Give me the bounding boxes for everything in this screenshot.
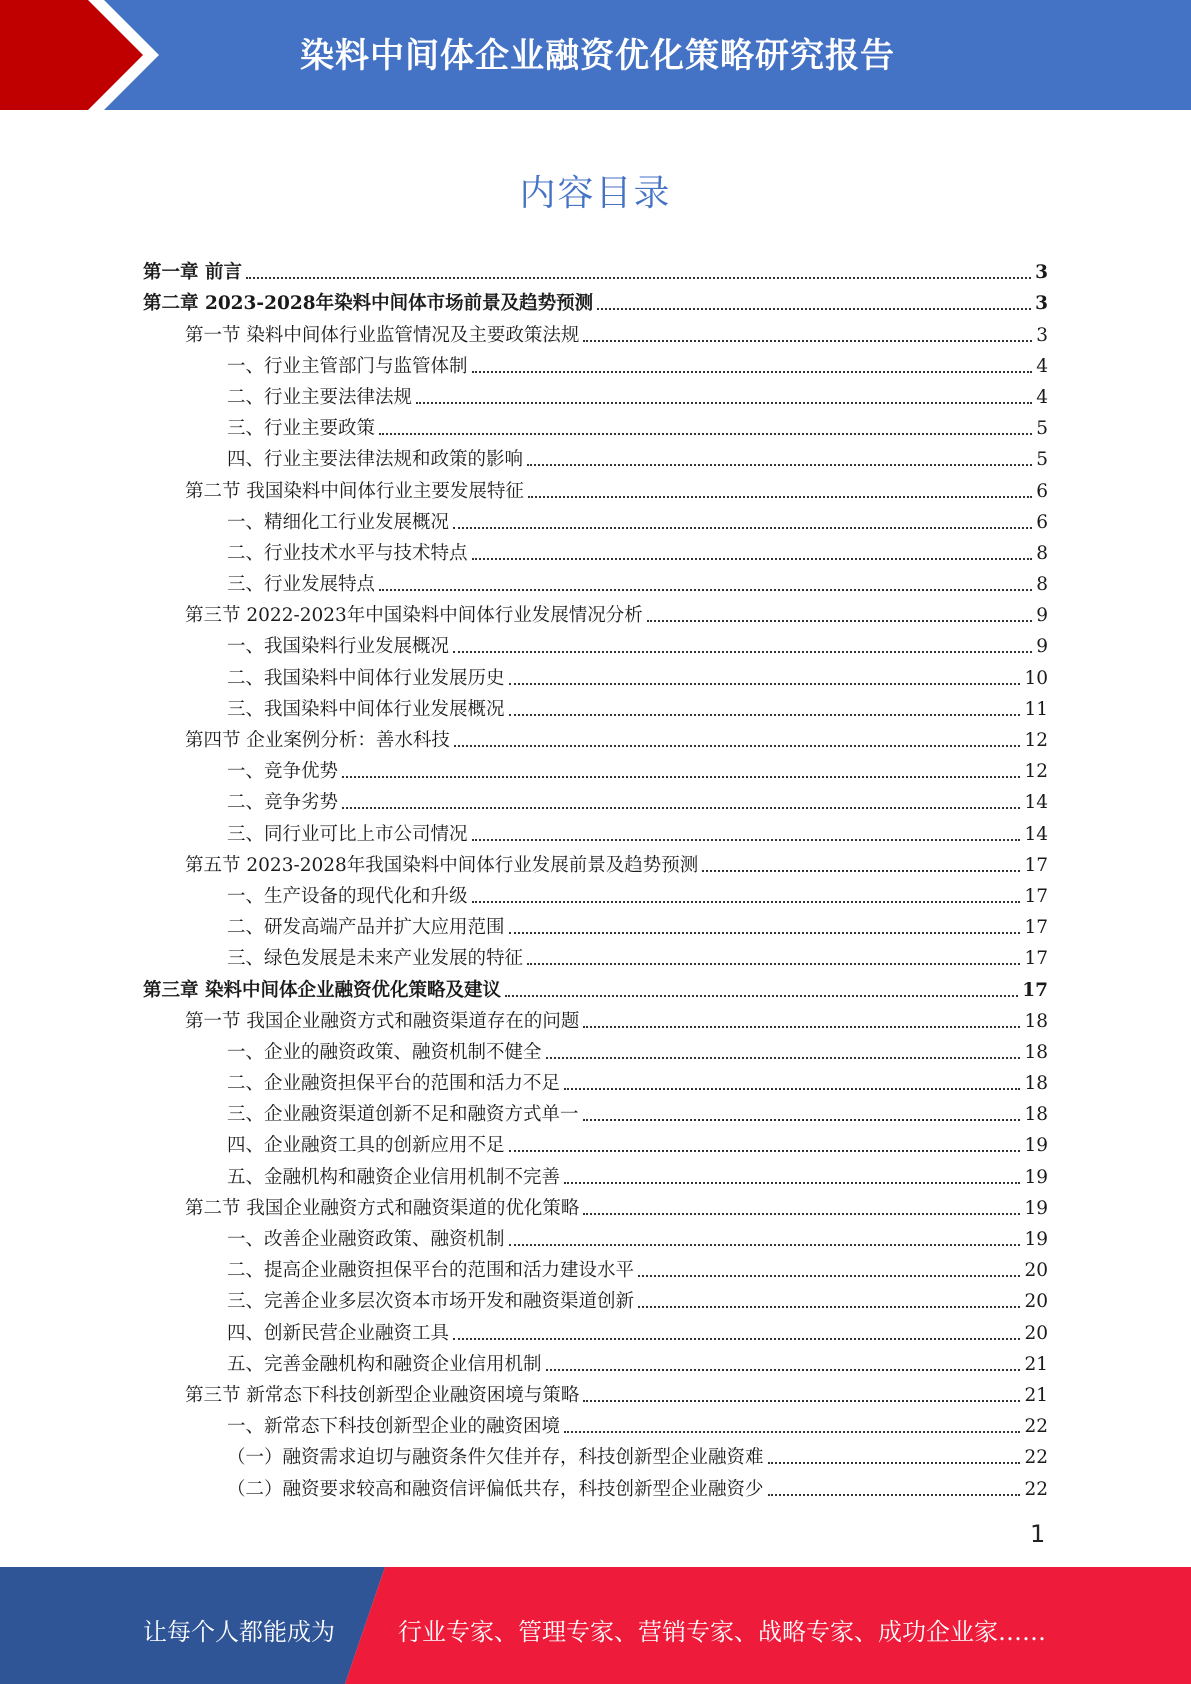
toc-entry-text: 第一节 染料中间体行业监管情况及主要政策法规 [185, 324, 580, 346]
toc-page-number: 14 [1024, 823, 1048, 845]
toc-entry[interactable] [143, 1096, 1048, 1127]
toc-page-number: 8 [1036, 542, 1048, 564]
toc-page-number: 12 [1024, 761, 1048, 783]
toc-dot-leader [638, 1305, 1020, 1308]
toc-entry-text: 第四节 企业案例分析：善水科技 [185, 730, 450, 751]
toc-page-number: 21 [1024, 1353, 1048, 1375]
toc-entry[interactable] [143, 1158, 1048, 1189]
toc-page-number: 17 [1024, 948, 1048, 970]
toc-page-number: 5 [1036, 418, 1048, 440]
toc-page-number: 19 [1024, 1229, 1048, 1250]
table-of-contents [143, 254, 1048, 1502]
toc-page-number: 6 [1036, 511, 1048, 533]
toc-dot-leader [768, 1493, 1021, 1496]
toc-entry-text: 三、我国染料中间体行业发展概况 [227, 698, 505, 720]
toc-page-number: 17 [1022, 979, 1048, 1001]
toc-dot-leader [472, 900, 1021, 903]
toc-entry-text: 一、企业的融资政策、融资机制不健全 [227, 1041, 542, 1063]
toc-page-number: 3 [1036, 324, 1048, 346]
toc-dot-leader [583, 1118, 1021, 1121]
toc-entry[interactable] [143, 285, 1048, 316]
toc-entry[interactable] [143, 1283, 1048, 1314]
toc-entry-text: 二、行业技术水平与技术特点 [227, 542, 468, 564]
toc-entry-text: 第二节 我国企业融资方式和融资渠道的优化策略 [185, 1197, 580, 1219]
toc-dot-leader [453, 650, 1032, 653]
toc-dot-leader [472, 557, 1033, 560]
toc-entry[interactable] [143, 1127, 1048, 1158]
toc-entry-text: （一）融资需求迫切与融资条件欠佳并存，科技创新型企业融资难 [227, 1447, 764, 1469]
toc-entry-text: 一、精细化工行业发展概况 [227, 511, 450, 533]
toc-page-number: 4 [1036, 355, 1048, 377]
toc-entry[interactable] [143, 1314, 1048, 1345]
toc-entry-text: 四、企业融资工具的创新应用不足 [227, 1135, 505, 1157]
toc-entry[interactable] [143, 410, 1048, 441]
toc-dot-leader [472, 370, 1033, 373]
toc-entry-text: 二、研发高端产品并扩大应用范围 [227, 917, 505, 939]
toc-entry[interactable] [143, 472, 1048, 503]
toc-entry[interactable] [143, 815, 1048, 846]
toc-entry[interactable] [143, 784, 1048, 815]
footer-banner [0, 1567, 1191, 1684]
toc-page-number: 18 [1024, 1073, 1048, 1095]
toc-entry[interactable] [143, 1377, 1048, 1408]
toc-dot-leader [342, 775, 1020, 778]
toc-entry[interactable] [143, 1065, 1048, 1096]
toc-page-number: 21 [1024, 1384, 1048, 1406]
toc-dot-leader [454, 744, 1021, 747]
toc-dot-leader [546, 1056, 1021, 1059]
toc-entry[interactable] [143, 691, 1048, 722]
toc-entry-text: 三、完善企业多层次资本市场开发和融资渠道创新 [227, 1291, 635, 1313]
toc-entry[interactable] [143, 971, 1048, 1002]
toc-entry[interactable] [143, 1346, 1048, 1377]
toc-dot-leader [647, 619, 1032, 622]
toc-entry[interactable] [143, 847, 1048, 878]
toc-entry[interactable] [143, 940, 1048, 971]
toc-page-number: 14 [1024, 792, 1048, 814]
toc-entry[interactable] [143, 597, 1048, 628]
toc-entry-text: 一、新常态下科技创新型企业的融资困境 [227, 1416, 561, 1438]
toc-entry[interactable] [143, 753, 1048, 784]
toc-page-number: 12 [1024, 730, 1048, 751]
toc-page-number: 18 [1024, 1104, 1048, 1126]
toc-entry[interactable] [143, 316, 1048, 347]
toc-entry-text: 四、行业主要法律法规和政策的影响 [227, 449, 524, 471]
toc-page-number: 8 [1036, 574, 1048, 596]
toc-dot-leader [509, 682, 1021, 685]
toc-entry[interactable] [143, 1439, 1048, 1470]
toc-dot-leader [342, 806, 1020, 809]
toc-page-number: 20 [1024, 1291, 1048, 1313]
toc-entry-text: 第三节 新常态下科技创新型企业融资困境与策略 [185, 1384, 580, 1406]
toc-dot-leader [527, 962, 1020, 965]
toc-dot-leader [509, 931, 1021, 934]
toc-entry[interactable] [143, 878, 1048, 909]
toc-entry-text: 三、同行业可比上市公司情况 [227, 823, 468, 845]
toc-dot-leader [583, 1399, 1020, 1402]
toc-entry[interactable] [143, 722, 1048, 753]
toc-entry[interactable] [143, 348, 1048, 379]
toc-entry[interactable] [143, 659, 1048, 690]
toc-page-number: 20 [1024, 1260, 1048, 1282]
toc-page-number: 22 [1024, 1416, 1048, 1438]
toc-entry-text: 第一节 我国企业融资方式和融资渠道存在的问题 [185, 1010, 580, 1032]
toc-dot-leader [527, 463, 1032, 466]
toc-dot-leader [583, 1212, 1020, 1215]
toc-entry-text: 一、我国染料行业发展概况 [227, 636, 450, 658]
toc-page-number: 5 [1036, 449, 1048, 471]
toc-entry[interactable] [143, 628, 1048, 659]
toc-dot-leader [546, 1368, 1021, 1371]
toc-entry-text: 第三节 2022-2023年中国染料中间体行业发展情况分析 [185, 605, 643, 627]
toc-dot-leader [472, 838, 1021, 841]
toc-heading: 内容目录 [519, 173, 672, 214]
toc-page-number: 20 [1024, 1322, 1048, 1344]
toc-entry[interactable] [143, 1252, 1048, 1283]
toc-page-number: 10 [1024, 667, 1048, 689]
toc-dot-leader [246, 276, 1031, 279]
toc-dot-leader [509, 713, 1021, 716]
toc-entry-text: 第三章 染料中间体企业融资优化策略及建议 [143, 979, 501, 1001]
toc-entry-text: 一、改善企业融资政策、融资机制 [227, 1229, 505, 1250]
toc-page-number: 22 [1024, 1478, 1048, 1500]
toc-entry[interactable] [143, 1034, 1048, 1065]
footer-slogan-left: 让每个人都能成为 [143, 1618, 335, 1646]
toc-dot-leader [638, 1274, 1020, 1277]
toc-entry[interactable] [143, 379, 1048, 410]
toc-entry[interactable] [143, 535, 1048, 566]
toc-page-number: 18 [1024, 1010, 1048, 1032]
report-title: 染料中间体企业融资优化策略研究报告 [300, 36, 895, 76]
toc-dot-leader [416, 401, 1032, 404]
toc-entry[interactable] [143, 1221, 1048, 1252]
toc-entry-text: 第一章 前言 [143, 262, 242, 284]
toc-page-number: 19 [1024, 1135, 1048, 1157]
toc-dot-leader [597, 307, 1031, 310]
toc-entry-text: 第二节 我国染料中间体行业主要发展特征 [185, 480, 524, 502]
toc-entry-text: 二、我国染料中间体行业发展历史 [227, 667, 505, 689]
toc-entry[interactable] [143, 1470, 1048, 1501]
toc-page-number: 17 [1024, 854, 1048, 876]
toc-dot-leader [379, 432, 1032, 435]
toc-entry-text: 第五节 2023-2028年我国染料中间体行业发展前景及趋势预测 [185, 854, 699, 876]
toc-page-number: 3 [1035, 293, 1048, 315]
toc-entry-text: （二）融资要求较高和融资信评偏低共存，科技创新型企业融资少 [227, 1478, 764, 1500]
header-banner [0, 0, 1191, 110]
toc-dot-leader [453, 526, 1032, 529]
toc-page-number: 6 [1036, 480, 1048, 502]
toc-page-number: 9 [1036, 605, 1048, 627]
toc-entry-text: 一、生产设备的现代化和升级 [227, 885, 468, 907]
toc-dot-leader [583, 339, 1032, 342]
toc-entry-text: 四、创新民营企业融资工具 [227, 1322, 450, 1344]
toc-page-number: 3 [1035, 262, 1048, 284]
toc-dot-leader [564, 1430, 1020, 1433]
toc-entry-text: 三、绿色发展是未来产业发展的特征 [227, 948, 524, 970]
page-number: 1 [1030, 1520, 1046, 1548]
toc-entry[interactable] [143, 504, 1048, 535]
toc-dot-leader [768, 1461, 1021, 1464]
toc-dot-leader [379, 588, 1032, 591]
toc-entry-text: 三、企业融资渠道创新不足和融资方式单一 [227, 1104, 579, 1126]
footer-slogan-right: 行业专家、管理专家、营销专家、战略专家、成功企业家…… [398, 1618, 1046, 1646]
toc-entry-text: 二、行业主要法律法规 [227, 386, 413, 408]
toc-entry[interactable] [143, 1003, 1048, 1034]
toc-entry[interactable] [143, 441, 1048, 472]
toc-page-number: 18 [1024, 1041, 1048, 1063]
toc-page-number: 17 [1024, 885, 1048, 907]
toc-dot-leader [564, 1087, 1020, 1090]
toc-entry[interactable] [143, 1408, 1048, 1439]
toc-entry-text: 三、行业主要政策 [227, 418, 376, 440]
toc-dot-leader [453, 1337, 1020, 1340]
toc-page-number: 19 [1024, 1197, 1048, 1219]
toc-page-number: 22 [1024, 1447, 1048, 1469]
toc-entry-text: 二、企业融资担保平台的范围和活力不足 [227, 1073, 561, 1095]
toc-entry-text: 一、行业主管部门与监管体制 [227, 355, 468, 377]
toc-page-number: 9 [1036, 636, 1048, 658]
toc-entry-text: 五、金融机构和融资企业信用机制不完善 [227, 1166, 561, 1188]
toc-dot-leader [583, 1025, 1020, 1028]
toc-entry[interactable] [143, 566, 1048, 597]
toc-entry-text: 一、竞争优势 [227, 761, 339, 783]
toc-entry[interactable] [143, 909, 1048, 940]
toc-page-number: 17 [1024, 917, 1048, 939]
toc-entry[interactable] [143, 254, 1048, 285]
toc-dot-leader [528, 495, 1032, 498]
toc-entry-text: 第二章 2023-2028年染料中间体市场前景及趋势预测 [143, 293, 594, 315]
toc-page-number: 4 [1036, 386, 1048, 408]
toc-dot-leader [564, 1181, 1020, 1184]
toc-dot-leader [702, 869, 1020, 872]
toc-entry-text: 二、竞争劣势 [227, 792, 339, 814]
toc-entry-text: 二、提高企业融资担保平台的范围和活力建设水平 [227, 1260, 635, 1282]
toc-page-number: 11 [1024, 698, 1048, 720]
toc-page-number: 19 [1024, 1166, 1048, 1188]
toc-entry-text: 三、行业发展特点 [227, 574, 376, 596]
toc-dot-leader [509, 1243, 1021, 1246]
toc-entry[interactable] [143, 1190, 1048, 1221]
toc-entry-text: 五、完善金融机构和融资企业信用机制 [227, 1353, 542, 1375]
toc-dot-leader [505, 994, 1018, 997]
toc-dot-leader [509, 1149, 1021, 1152]
